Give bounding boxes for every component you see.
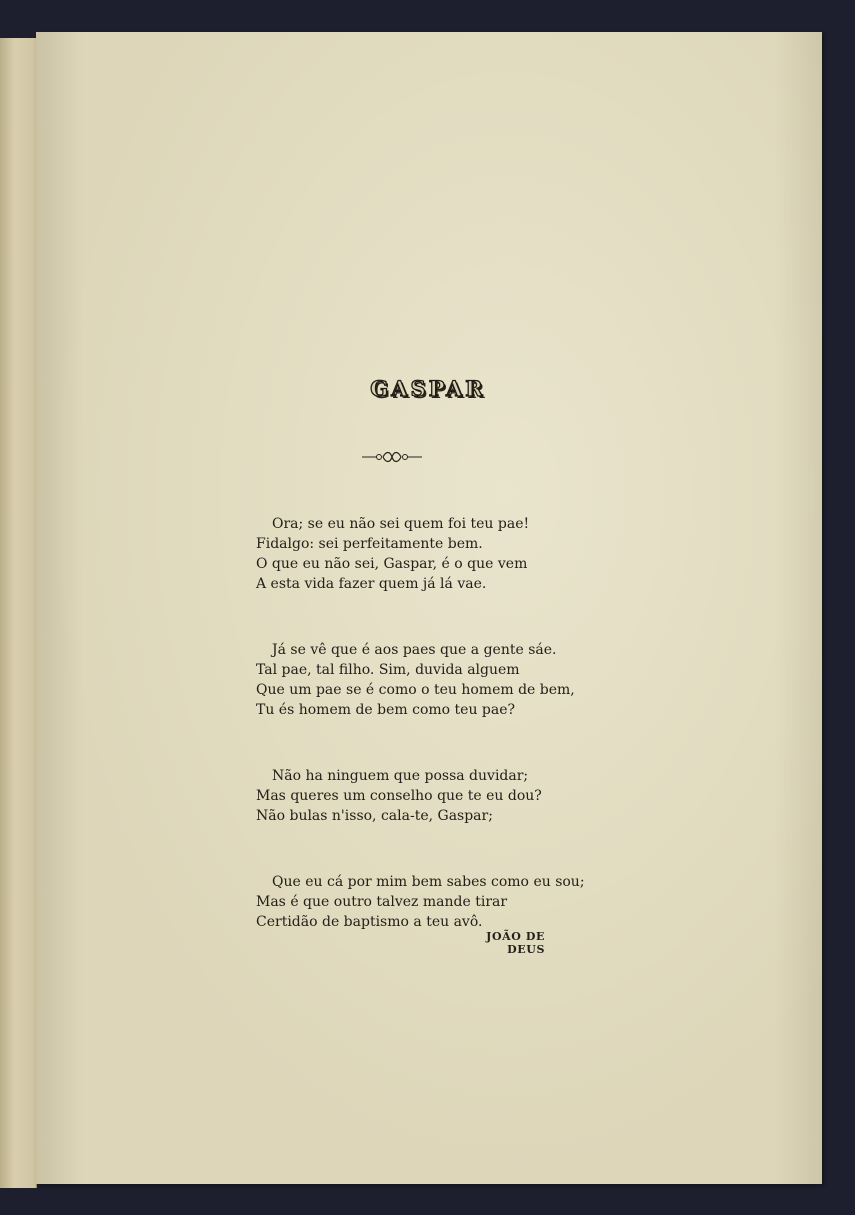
poem-line: Não ha ninguem que possa duvidar;	[272, 768, 529, 784]
stanza	[256, 640, 596, 720]
poem-line: O que eu não sei, Gaspar, é o que vem	[256, 556, 528, 572]
stanza	[256, 514, 596, 594]
poem-body	[256, 514, 596, 978]
stanza	[256, 766, 596, 826]
poem-line: Ora; se eu não sei quem foi teu pae!	[272, 516, 530, 532]
poem-line: Certidão de baptismo a teu avô.	[256, 914, 483, 930]
poem-line: Que eu cá por mim bem sabes como eu sou;	[272, 874, 585, 890]
poem-line: Mas é que outro talvez mande tirar	[256, 894, 508, 910]
poem-line: Mas queres um conselho que te eu dou?	[256, 788, 542, 804]
poem-author: JOÃO DE DEUS	[486, 930, 545, 956]
ornament-icon	[362, 450, 422, 464]
poem-line: Já se vê que é aos paes que a gente sáe.	[272, 642, 557, 658]
poem-line: Fidalgo: sei perfeitamente bem.	[256, 536, 483, 552]
poem-line: Tal pae, tal filho. Sim, duvida alguem	[256, 662, 520, 678]
poem-line: Que um pae se é como o teu homem de bem,	[256, 682, 575, 698]
stanza	[256, 872, 596, 932]
poem-line: A esta vida fazer quem já lá vae.	[256, 576, 487, 592]
poem-title: GASPAR	[370, 376, 486, 401]
poem-line: Tu és homem de bem como teu pae?	[256, 702, 516, 718]
poem-line: Não bulas n'isso, cala-te, Gaspar;	[256, 808, 493, 824]
page	[36, 32, 822, 1184]
book-edge	[0, 38, 37, 1188]
